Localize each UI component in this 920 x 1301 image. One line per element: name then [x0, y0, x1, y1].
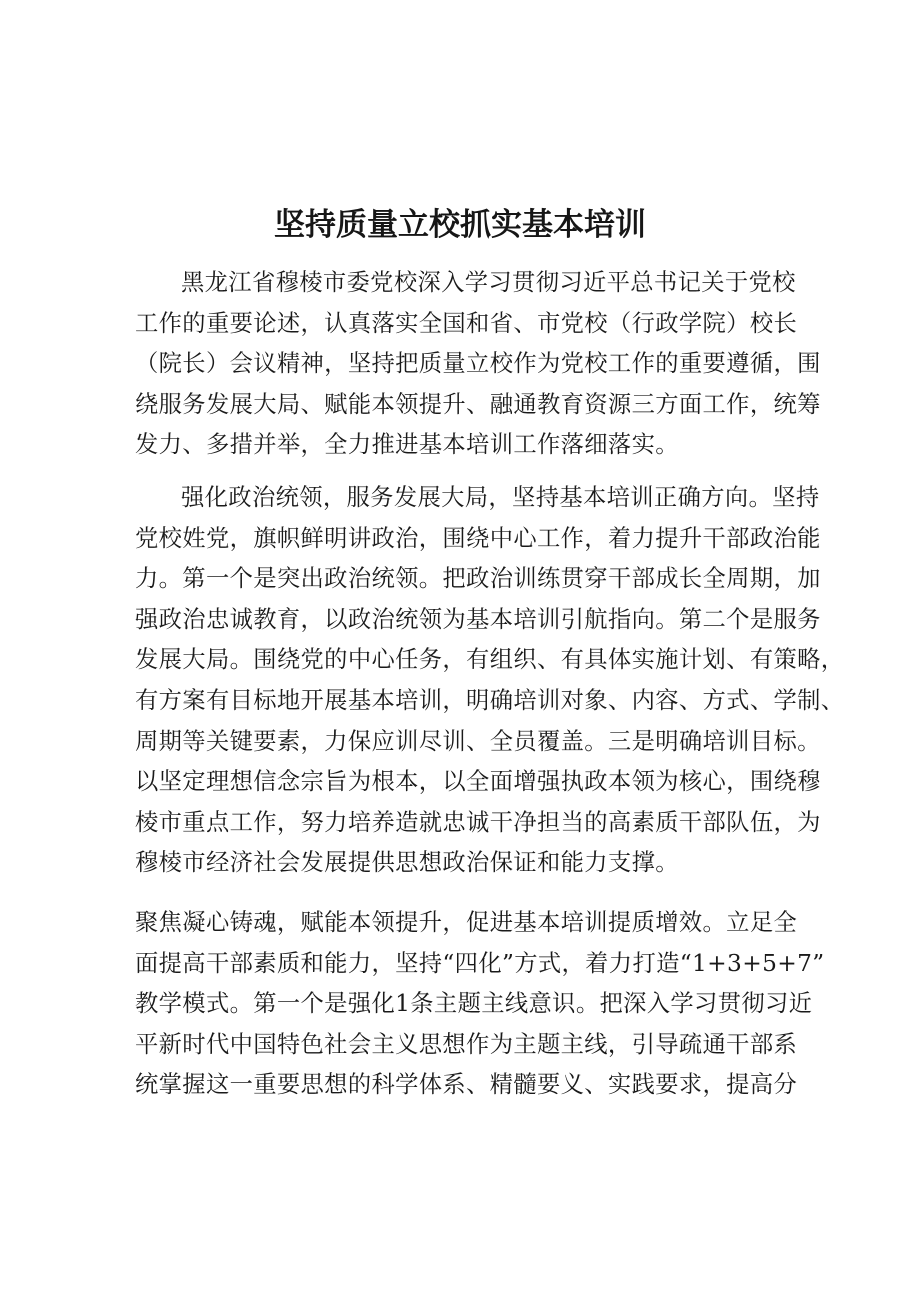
paragraph-line: 强政治忠诚教育，以政治统领为基本培训引航指向。第二个是服务	[135, 605, 821, 633]
paragraph-line: （院长）会议精神，坚持把质量立校作为党校工作的重要遵循，围	[135, 350, 821, 378]
paragraph-line: 教学模式。第一个是强化1条主题主线意识。把深入学习贯彻习近	[135, 990, 813, 1018]
paragraph-line: 以坚定理想信念宗旨为根本，以全面增强执政本领为核心，围绕穆	[135, 768, 821, 796]
paragraph-1	[135, 263, 821, 466]
paragraph-line: 党校姓党，旗帜鲜明讲政治，围绕中心工作，着力提升干部政治能	[135, 524, 821, 552]
paragraph-2	[135, 478, 845, 884]
paragraph-line: 工作的重要论述，认真落实全国和省、市党校（行政学院）校长	[135, 309, 798, 337]
paragraph-3	[135, 903, 825, 1106]
document-title: 坚持质量立校抓实基本培训	[274, 207, 646, 243]
paragraph-line: 黑龙江省穆棱市委党校深入学习贯彻习近平总书记关于党校	[181, 269, 796, 296]
paragraph-line: 发展大局。围绕党的中心任务，有组织、有具体实施计划、有策略，	[135, 646, 845, 674]
paragraph-line: 面提高干部素质和能力，坚持“四化”方式，着力打造“1+3+5+7”	[135, 949, 825, 977]
paragraph-line: 周期等关键要素，力保应训尽训、全员覆盖。三是明确培训目标。	[135, 727, 821, 755]
paragraph-line: 强化政治统领，服务发展大局，坚持基本培训正确方向。坚持	[181, 484, 820, 511]
paragraph-line: 发力、多措并举，全力推进基本培训工作落细落实。	[135, 431, 679, 459]
paragraph-line: 棱市重点工作，努力培养造就忠诚干净担当的高素质干部队伍，为	[135, 808, 821, 836]
paragraph-line: 穆棱市经济社会发展提供思想政治保证和能力支撑。	[135, 849, 679, 877]
paragraph-line: 有方案有目标地开展基本培训，明确培训对象、内容、方式、学制、	[135, 686, 845, 714]
paragraph-line: 聚焦凝心铸魂，赋能本领提升，促进基本培训提质增效。立足全	[135, 909, 798, 936]
paragraph-line: 统掌握这一重要思想的科学体系、精髓要义、实践要求，提高分	[135, 1071, 798, 1099]
paragraph-line: 力。第一个是突出政治统领。把政治训练贯穿干部成长全周期，加	[135, 565, 821, 593]
paragraph-line: 绕服务发展大局、赋能本领提升、融通教育资源三方面工作，统筹	[135, 390, 821, 418]
paragraph-line: 平新时代中国特色社会主义思想作为主题主线，引导疏通干部系	[135, 1030, 798, 1058]
